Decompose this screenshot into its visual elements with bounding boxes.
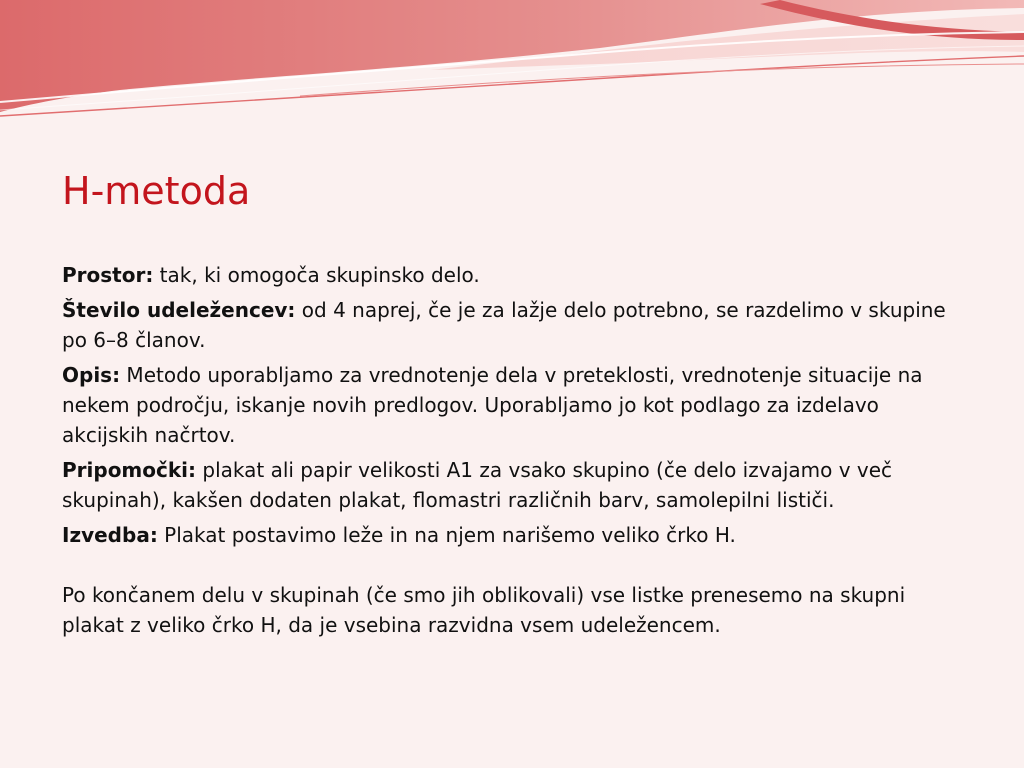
- paragraph-label: Število udeležencev:: [62, 298, 296, 322]
- paragraph-label: Prostor:: [62, 263, 154, 287]
- paragraph-label: Izvedba:: [62, 523, 158, 547]
- paragraph-text: plakat ali papir velikosti A1 za vsako skupino (če delo izvajamo v več skupinah), kakšen dodaten plakat, flomastri različnih barv, samolepilni lističi.: [62, 458, 893, 512]
- paragraph-opis: [62, 360, 962, 450]
- paragraph-stevilo-udelezencev: [62, 295, 962, 355]
- paragraph-label: Opis:: [62, 363, 121, 387]
- paragraph-text: Plakat postavimo leže in na njem narišemo veliko črko H.: [157, 523, 736, 547]
- header-wave-decoration: [0, 0, 1024, 120]
- paragraph-text: Metodo uporabljamo za vrednotenje dela v preteklosti, vrednotenje situacije na nekem področju, iskanje novih predlogov. Uporabljamo jo kot podlago za izdelavo akcijskih načrtov.: [62, 363, 923, 447]
- paragraph-text: od 4 naprej, če je za lažje delo potrebno, se razdelimo v skupine po 6–8 članov.: [62, 298, 946, 352]
- paragraph-closing: Po končanem delu v skupinah (če smo jih oblikovali) vse listke prenesemo na skupni plakat z veliko črko H, da je vsebina razvidna vsem udeležencem.: [62, 583, 906, 637]
- slide-body: [62, 260, 962, 645]
- paragraph-izvedba: [62, 520, 962, 550]
- slide-title: H-metoda: [62, 169, 251, 213]
- paragraph-label: Pripomočki:: [62, 458, 197, 482]
- paragraph-text: tak, ki omogoča skupinsko delo.: [153, 263, 480, 287]
- paragraph-pripomocki: [62, 455, 962, 515]
- paragraph-prostor: [62, 260, 962, 290]
